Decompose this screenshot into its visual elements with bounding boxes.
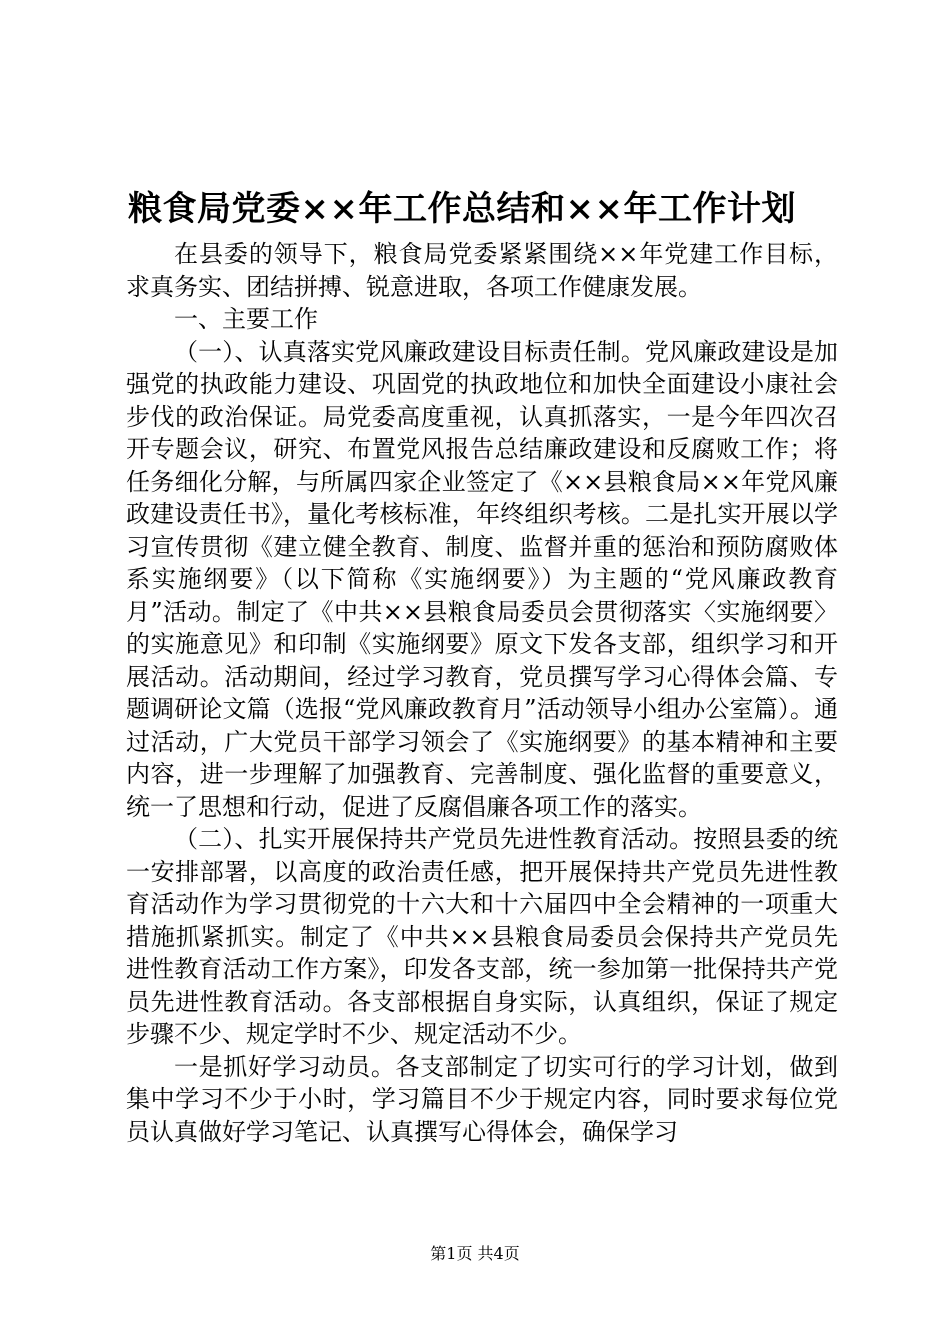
document-title: 粮食局党委××年工作总结和××年工作计划	[128, 189, 796, 229]
paragraph-item-one: （一）、认真落实党风廉政建设目标责任制。党风廉政建设是加强党的执政能力建设、巩固党的执政地位和加快全面建设小康社会步伐的政治保证。局党委高度重视，认真抓落实，一是今年四次召开专题会议，研究、布置党风报告总结廉政建设和反腐败工作；将任务细化分解，与所属四家企业签定了《××县粮食局××年党风廉政建设责任书》，量化考核标准，年终组织考核。二是扎实开展以学习宣传贯彻《建立健全教育、制度、监督并重的惩治和预防腐败体系实施纲要》（以下简称《实施纲要》）为主题的“党风廉政教育月”活动。制定了《中共××县粮食局委员会贯彻落实〈实施纲要〉的实施意见》和印制《实施纲要》原文下发各支部，组织学习和开展活动。活动期间，经过学习教育，党员撰写学习心得体会篇、专题调研论文篇（选报“党风廉政教育月”活动领导小组办公室篇）。通过活动，广大党员干部学习领会了《实施纲要》的基本精神和主要内容，进一步理解了加强教育、完善制度、强化监督的重要意义，统一了思想和行动，促进了反腐倡廉各项工作的落实。	[126, 337, 838, 821]
document-body	[126, 238, 838, 1148]
paragraph-intro: 在县委的领导下，粮食局党委紧紧围绕××年党建工作目标，求真务实、团结拼搏、锐意进取，各项工作健康发展。	[126, 240, 838, 301]
paragraph-study-mobilization: 一是抓好学习动员。各支部制定了切实可行的学习计划，做到集中学习不少于小时，学习篇目不少于规定内容，同时要求每位党员认真做好学习笔记、认真撰写心得体会，确保学习	[126, 1052, 838, 1146]
section-heading-main-work: 一、主要工作	[174, 305, 318, 333]
page-footer: 第1页 共4页	[430, 1244, 520, 1263]
paragraph-item-two: （二）、扎实开展保持共产党员先进性教育活动。按照县委的统一安排部署，以高度的政治责任感，把开展保持共产党员先进性教育活动作为学习贯彻党的十六大和十六届四中全会精神的一项重大措施抓紧抓实。制定了《中共××县粮食局委员会保持共产党员先进性教育活动工作方案》，印发各支部，统一参加第一批保持共产党员先进性教育活动。各支部根据自身实际，认真组织，保证了规定步骤不少、规定学时不少、规定活动不少。	[126, 825, 838, 1048]
